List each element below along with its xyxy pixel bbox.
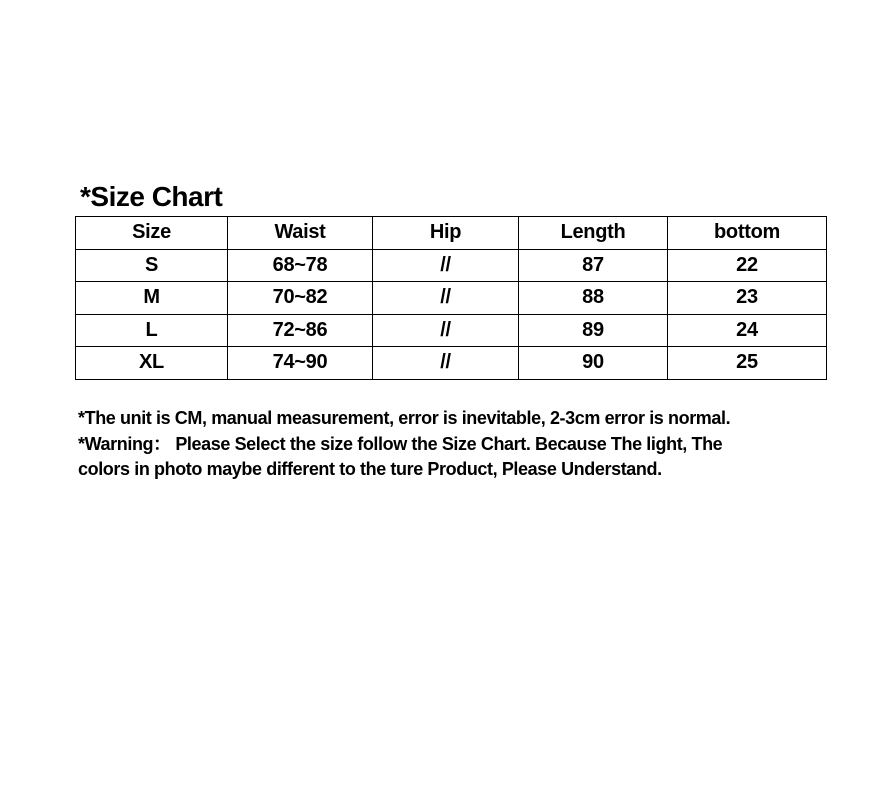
table-cell: 74~90 — [228, 347, 373, 380]
column-header-length: Length — [519, 217, 668, 250]
table-row-l — [76, 314, 827, 347]
table-cell: 87 — [519, 249, 668, 282]
column-header-bottom: bottom — [668, 217, 827, 250]
size-chart-table — [75, 216, 827, 380]
column-header-hip: Hip — [373, 217, 519, 250]
table-cell: 68~78 — [228, 249, 373, 282]
table-cell: 72~86 — [228, 314, 373, 347]
table-cell: S — [76, 249, 228, 282]
table-row-m — [76, 282, 827, 315]
table-row-s — [76, 249, 827, 282]
table-cell: 23 — [668, 282, 827, 315]
table-cell: 24 — [668, 314, 827, 347]
note-unit-line: *The unit is CM, manual measurement, error is inevitable, 2-3cm error is normal. — [78, 408, 731, 428]
table-cell: // — [373, 249, 519, 282]
table-cell: // — [373, 314, 519, 347]
table-cell: 88 — [519, 282, 668, 315]
table-header-row — [76, 217, 827, 250]
note-warning-line: *Warning： Please Select the size follow the Size Chart. Because The light, The — [78, 433, 723, 454]
table-cell: 25 — [668, 347, 827, 380]
table-cell: 89 — [519, 314, 668, 347]
size-chart-notes — [78, 406, 730, 483]
size-chart-title: *Size Chart — [80, 181, 223, 212]
table-cell: // — [373, 347, 519, 380]
table-cell: M — [76, 282, 228, 315]
table-cell: 70~82 — [228, 282, 373, 315]
note-warning-line2: colors in photo maybe different to the ture Product, Please Understand. — [78, 459, 662, 479]
column-header-waist: Waist — [228, 217, 373, 250]
table-cell: 90 — [519, 347, 668, 380]
table-cell: XL — [76, 347, 228, 380]
column-header-size: Size — [76, 217, 228, 250]
table-row-xl — [76, 347, 827, 380]
table-cell: // — [373, 282, 519, 315]
table-cell: L — [76, 314, 228, 347]
table-cell: 22 — [668, 249, 827, 282]
